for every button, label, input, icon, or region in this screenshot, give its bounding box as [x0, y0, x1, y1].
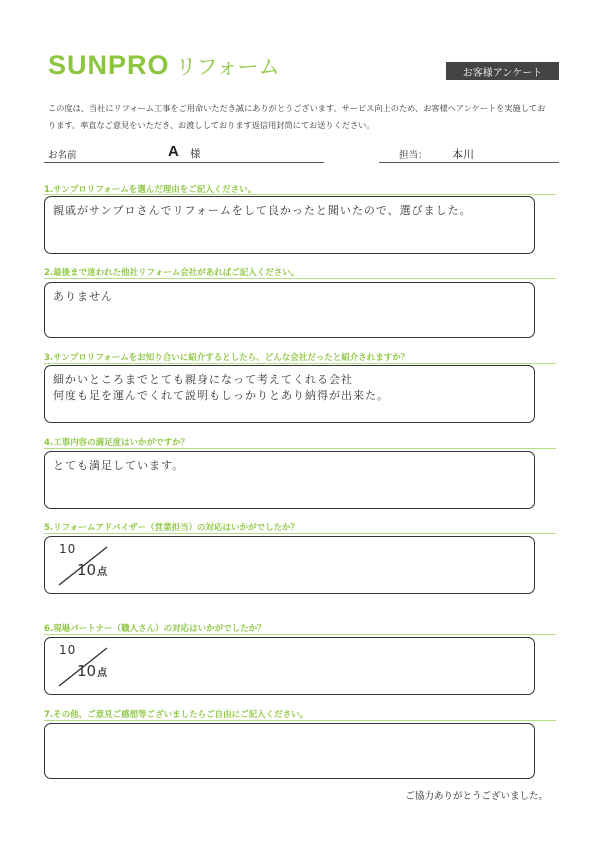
question-3-title: 3.サンプロリフォームをお知り合いに紹介するとしたら、どんな会社だったと紹介されますか？	[44, 353, 410, 363]
question-6-score-value-wrap	[77, 662, 107, 680]
staff-name: 本川	[452, 148, 474, 161]
question-1-answer-box	[44, 196, 535, 254]
question-5-score-unit: 点	[97, 567, 108, 578]
question-2-answer-box	[44, 282, 535, 338]
question-5-score	[45, 537, 534, 593]
closing-message: ご協力ありがとうございました。	[405, 791, 548, 802]
question-7-title: 7.その他、ご意見ご感想等ございましたらご自由にご記入ください。	[44, 710, 309, 720]
sunpro-reform-logo	[48, 50, 279, 81]
question-6-rule	[44, 634, 556, 635]
customer-name: A	[168, 143, 179, 160]
question-1-title: 1.サンプロリフォームを選んだ理由をご記入ください。	[44, 185, 257, 195]
question-2-rule	[44, 278, 556, 279]
logo-sub: リフォーム	[175, 55, 280, 79]
honorific: 様	[190, 148, 201, 160]
question-1-answer-line: 親戚がサンプロさんでリフォームをして良かったと聞いたので、選びました。	[53, 204, 472, 217]
question-7-answer-box	[44, 723, 535, 779]
question-3-answer-box	[44, 365, 535, 423]
question-6-score	[45, 638, 534, 694]
question-6-score-unit: 点	[97, 668, 108, 679]
name-underline	[44, 162, 324, 163]
staff-underline	[379, 162, 559, 163]
question-2-answer-line: ありません	[53, 290, 113, 303]
question-3-answer-line-1: 細かいところまでとても親身になって考えてくれる会社	[53, 373, 353, 386]
question-6-score-value: 10	[77, 662, 97, 680]
question-5-score-value: 10	[77, 561, 97, 579]
survey-badge: お客様アンケート	[446, 62, 559, 80]
name-label: お名前	[48, 150, 77, 161]
question-4-answer-box	[44, 451, 535, 509]
question-4-rule	[44, 448, 556, 449]
question-1-rule	[44, 194, 556, 195]
question-5-title: 5.リフォームアドバイザー（営業担当）の対応はいかがでしたか？	[44, 523, 300, 533]
question-5-score-value-wrap	[77, 561, 107, 579]
question-5-rule	[44, 533, 556, 534]
question-4-title: 4.工事内容の満足度はいかがですか？	[44, 438, 190, 448]
logo-brand: SUNPRO	[48, 50, 170, 80]
question-6-answer-box	[44, 637, 535, 695]
staff-label: 担当：	[399, 150, 428, 161]
question-7-rule	[44, 720, 556, 721]
question-4-answer-line: とても満足しています。	[53, 459, 185, 472]
question-6-score-out-of: 10	[59, 643, 77, 657]
intro-text: この度は、当社にリフォーム工事をご用命いただき誠にありがとうございます。サービス向上のため、お客様へアンケートを実施しております。率直なご意見をいただき、お渡ししております返信用封筒にてお送りください。	[48, 103, 546, 130]
question-5-score-out-of: 10	[59, 542, 77, 556]
question-3-rule	[44, 363, 556, 364]
question-2-title: 2.最後まで迷われた他社リフォーム会社があればご記入ください。	[44, 268, 300, 278]
question-3-answer-line-2: 何度も足を運んでくれて説明もしっかりとあり納得が出来た。	[53, 389, 389, 402]
question-6-title: 6.現場パートナー（職人さん）の対応はいかがでしたか？	[44, 624, 266, 634]
question-5-answer-box	[44, 536, 535, 594]
